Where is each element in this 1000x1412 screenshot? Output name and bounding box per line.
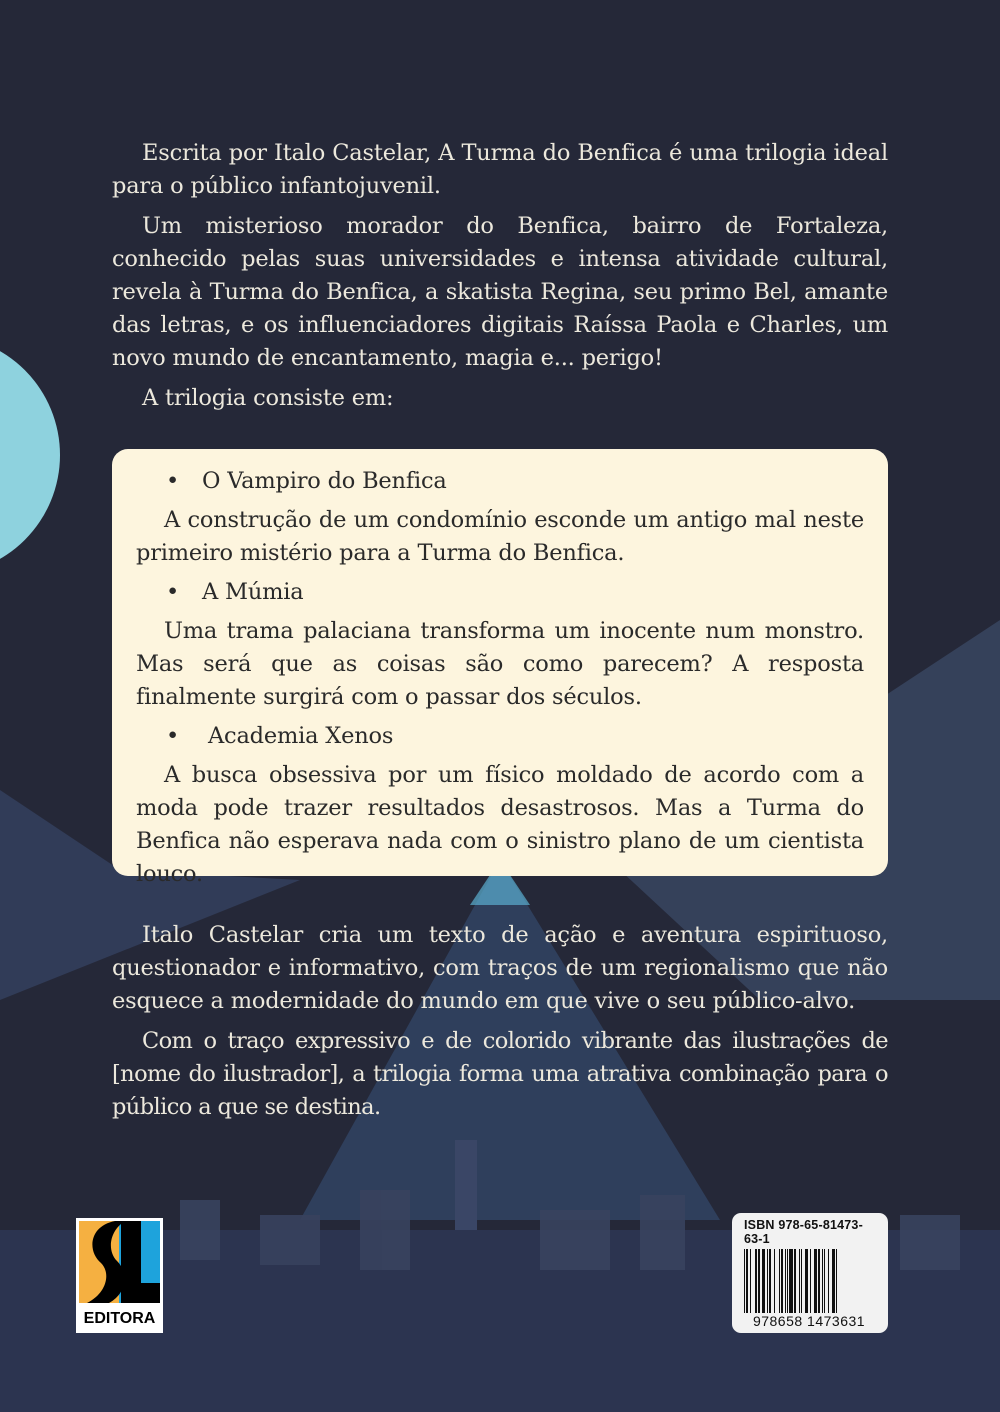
trilogy-box bbox=[112, 449, 888, 887]
intro-paragraph: Um misterioso morador do Benfica, bairro de Fortaleza, conhecido pelas suas universidades e intensa atividade cultural, revela à Turma do Benfica, a skatista Regina, seu primo Bel, amante das letras, e os influenciadores digitais Raíssa Paola e Charles, um novo mundo de encantamento, magia e... perigo! bbox=[112, 213, 888, 371]
intro-paragraph: Escrita por Italo Castelar, A Turma do Benfica é uma trilogia ideal para o público infantojuvenil. bbox=[112, 140, 888, 199]
publisher-name: EDITORA bbox=[83, 1310, 156, 1327]
book-description: A busca obsessiva por um físico moldado de acordo com a moda pode trazer resultados desastrosos. Mas a Turma do Benfica não esperava nada com o sinistro plano de um cientista louco. bbox=[136, 762, 864, 887]
bullet-icon: • bbox=[166, 468, 180, 494]
isbn-label: ISBN 978-65-81473-63-1 bbox=[744, 1218, 863, 1246]
book-description: Uma trama palaciana transforma um inocente num monstro. Mas será que as coisas são como parecem? A resposta finalmente surgirá com o passar dos séculos. bbox=[136, 618, 864, 710]
book-title-item bbox=[136, 465, 864, 498]
outro-paragraph: Com o traço expressivo e de colorido vibrante das ilustrações de [nome do ilustrador], a trilogia forma uma atrativa combinação para o público a que se destina. bbox=[112, 1028, 888, 1120]
moon bbox=[0, 335, 60, 575]
book-title-item bbox=[136, 720, 864, 753]
book-title: O Vampiro do Benfica bbox=[202, 468, 447, 494]
barcode-digits: 978658 1473631 bbox=[744, 1313, 874, 1329]
sl-logo-icon bbox=[79, 1221, 160, 1303]
book-title-item bbox=[136, 576, 864, 609]
outro-text bbox=[112, 919, 888, 1131]
book-title: Academia Xenos bbox=[208, 723, 394, 749]
intro-paragraph: A trilogia consiste em: bbox=[142, 385, 394, 411]
publisher-logo bbox=[76, 1218, 163, 1333]
outro-paragraph: Italo Castelar cria um texto de ação e aventura espirituoso, questionador e informativo, com traços de um regionalismo que não esquece a modernidade do mundo em que vive o seu público-alvo. bbox=[112, 922, 888, 1014]
bullet-icon: • bbox=[166, 579, 180, 605]
bullet-icon: • bbox=[166, 723, 180, 749]
isbn-barcode bbox=[732, 1213, 888, 1333]
intro-text bbox=[112, 137, 888, 422]
book-description: A construção de um condomínio esconde um antigo mal neste primeiro mistério para a Turma do Benfica. bbox=[136, 507, 864, 566]
book-title: A Múmia bbox=[202, 579, 304, 605]
